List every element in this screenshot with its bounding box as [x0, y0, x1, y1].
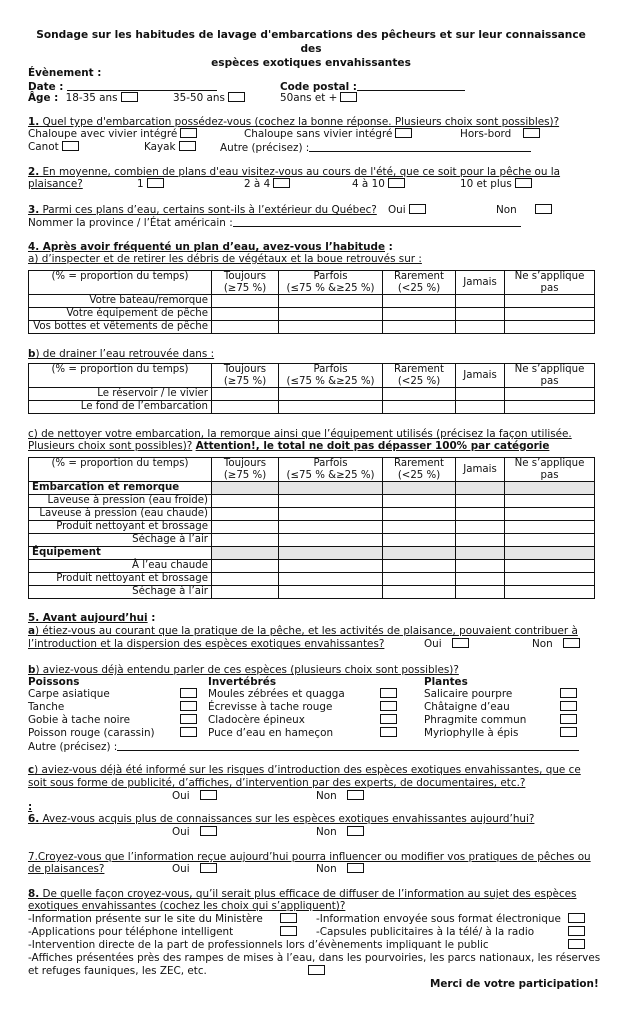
age-checkbox[interactable]	[121, 92, 138, 102]
q8-option-label: -Capsules publicitaires à la télé/ à la radio	[316, 926, 535, 938]
species-label: Puce d’eau en hameçon	[208, 727, 334, 739]
q3-yes-checkbox[interactable]	[409, 204, 426, 214]
answer-cell[interactable]	[383, 521, 456, 534]
age-checkbox[interactable]	[228, 92, 245, 102]
row-label: Votre équipement de pêche	[29, 308, 212, 321]
col-header: Toujours (≥75 %)	[212, 271, 279, 295]
q4c-text: c) de nettoyer votre embarcation, la remorque ainsi que l’équipement utilisés (précisez la façon utilisée.	[28, 428, 572, 440]
species-label: Gobie à tache noire	[28, 714, 130, 726]
q6-question: 6. Avez-vous acquis plus de connaissances sur les espèces exotiques envahissantes aujourd’hui?	[28, 813, 535, 825]
q6-no-checkbox[interactable]	[347, 826, 364, 836]
col-header: Ne s’applique pas	[505, 364, 595, 388]
col-header: Toujours (≥75 %)	[212, 364, 279, 388]
col-header: (% = proportion du temps)	[29, 364, 212, 388]
category-row	[29, 547, 595, 560]
row-label: Produit nettoyant et brossage	[29, 573, 212, 586]
answer-cell[interactable]	[456, 547, 505, 560]
answer-cell[interactable]	[383, 495, 456, 508]
table-row	[29, 573, 595, 586]
answer-cell[interactable]	[456, 495, 505, 508]
q5a-yes-label: Oui	[424, 638, 442, 650]
col-header: Parfois (≤75 % &≥25 %)	[279, 364, 383, 388]
invertebres-heading: Invertébrés	[208, 676, 277, 688]
answer-cell[interactable]	[212, 521, 279, 534]
row-label: Produit nettoyant et brossage	[29, 521, 212, 534]
q6-no-label: Non	[316, 826, 337, 838]
answer-cell[interactable]	[212, 508, 279, 521]
q7-no-checkbox[interactable]	[347, 863, 364, 873]
q8-option-label: -Information envoyée sous format électronique	[316, 913, 561, 925]
answer-cell[interactable]	[456, 308, 505, 321]
answer-cell[interactable]	[505, 482, 595, 495]
q8-option-label: -Applications pour téléphone intelligent	[28, 926, 234, 938]
species-checkbox[interactable]	[380, 688, 397, 698]
answer-cell[interactable]	[383, 388, 456, 401]
row-label: Séchage à l’air	[29, 534, 212, 547]
date-label: Date :	[28, 80, 217, 94]
table-row	[29, 508, 595, 521]
row-label: À l’eau chaude	[29, 560, 212, 573]
q1-checkbox[interactable]	[62, 141, 79, 151]
q8-option-label: -Affiches présentées près des rampes de mises à l’eau, dans les pourvoiries, les parcs nationaux, les réserves	[28, 952, 601, 964]
answer-cell[interactable]	[212, 573, 279, 586]
q1-option-label: Autre (précisez) :	[220, 142, 310, 154]
species-checkbox[interactable]	[180, 688, 197, 698]
answer-cell[interactable]	[456, 508, 505, 521]
answer-cell[interactable]	[279, 586, 383, 599]
q5c-yes-label: Oui	[172, 790, 190, 802]
answer-cell[interactable]	[212, 401, 279, 414]
col-header: (% = proportion du temps)	[29, 271, 212, 295]
q5a-no-label: Non	[532, 638, 553, 650]
q2-option-label: 4 à 10	[352, 178, 385, 190]
row-label: Laveuse à pression (eau chaude)	[29, 508, 212, 521]
answer-cell[interactable]	[212, 534, 279, 547]
q6-yes-checkbox[interactable]	[200, 826, 217, 836]
table-row	[29, 308, 595, 321]
q5b-other-label: Autre (précisez) :	[28, 741, 118, 753]
answer-cell[interactable]	[505, 321, 595, 334]
q2-option-label: 2 à 4	[244, 178, 271, 190]
answer-cell[interactable]	[212, 547, 279, 560]
answer-cell[interactable]	[212, 482, 279, 495]
row-label: Votre bateau/remorque	[29, 295, 212, 308]
q3-no-checkbox[interactable]	[535, 204, 552, 214]
species-label: Poisson rouge (carassin)	[28, 727, 155, 739]
species-checkbox[interactable]	[180, 701, 197, 711]
species-label: Écrevisse à tache rouge	[208, 701, 333, 713]
q1-option-label: Chaloupe avec vivier intégré	[28, 128, 178, 140]
answer-cell[interactable]	[279, 388, 383, 401]
species-checkbox[interactable]	[380, 701, 397, 711]
table-row	[29, 586, 595, 599]
table-row	[29, 495, 595, 508]
col-header: Jamais	[456, 364, 505, 388]
q8-checkbox[interactable]	[568, 913, 585, 923]
q3-question: 3. Parmi ces plans d’eau, certains sont-ils à l’extérieur du Québec?	[28, 204, 377, 216]
answer-cell[interactable]	[505, 547, 595, 560]
table-row	[29, 388, 595, 401]
q8-option-label: -Information présente sur le site du Ministère	[28, 913, 263, 925]
species-checkbox[interactable]	[180, 714, 197, 724]
q8-checkbox[interactable]	[568, 926, 585, 936]
answer-cell[interactable]	[279, 508, 383, 521]
age-option-label: 50ans et +	[280, 92, 338, 104]
q5a-yes-checkbox[interactable]	[452, 638, 469, 648]
thank-you: Merci de votre participation!	[430, 978, 599, 990]
q8-question: 8. De quelle façon croyez-vous, qu’il serait plus efficace de diffuser de l’information au sujet des espèces	[28, 888, 577, 900]
species-checkbox[interactable]	[380, 714, 397, 724]
species-label: Myriophylle à épis	[424, 727, 519, 739]
answer-cell[interactable]	[212, 295, 279, 308]
q4a-table	[28, 270, 595, 334]
q4b-text: b) de drainer l’eau retrouvée dans :	[28, 348, 215, 360]
q2-option-label: 1	[137, 178, 144, 190]
q5c-no-label: Non	[316, 790, 337, 802]
q5a-text: a) étiez-vous au courant que la pratique de la pêche, et les activités de plaisance, pouvaient contribuer à	[28, 625, 578, 637]
col-header: Parfois (≤75 % &≥25 %)	[279, 271, 383, 295]
answer-cell[interactable]	[279, 560, 383, 573]
answer-cell[interactable]	[279, 495, 383, 508]
answer-cell[interactable]	[383, 547, 456, 560]
col-header: Toujours (≥75 %)	[212, 458, 279, 482]
q2-checkbox[interactable]	[273, 178, 290, 188]
category-label: Équipement	[29, 547, 212, 560]
species-label: Salicaire pourpre	[424, 688, 513, 700]
col-header: Rarement (<25 %)	[383, 458, 456, 482]
answer-cell[interactable]	[279, 295, 383, 308]
species-label: Moules zébrées et quagga	[208, 688, 345, 700]
answer-cell[interactable]	[505, 495, 595, 508]
q1-option-label: Canot	[28, 141, 59, 153]
category-row	[29, 482, 595, 495]
table-row	[29, 321, 595, 334]
event-label: Évènement :	[28, 67, 102, 79]
table-row	[29, 521, 595, 534]
species-checkbox[interactable]	[560, 714, 577, 724]
category-label: Embarcation et remorque	[29, 482, 212, 495]
answer-cell[interactable]	[279, 321, 383, 334]
q6-yes-label: Oui	[172, 826, 190, 838]
species-label: Carpe asiatique	[28, 688, 110, 700]
answer-cell[interactable]	[505, 308, 595, 321]
plantes-heading: Plantes	[424, 676, 468, 688]
q2-option-label: 10 et plus	[460, 178, 512, 190]
q4c-table	[28, 457, 595, 599]
age-checkbox[interactable]	[340, 92, 357, 102]
col-header: Ne s’applique pas	[505, 271, 595, 295]
species-checkbox[interactable]	[380, 727, 397, 737]
answer-cell[interactable]	[505, 401, 595, 414]
species-label: Châtaigne d’eau	[424, 701, 510, 713]
q3-province-field[interactable]	[233, 216, 521, 227]
row-label: Le réservoir / le vivier	[29, 388, 212, 401]
answer-cell[interactable]	[456, 295, 505, 308]
col-header: Rarement (<25 %)	[383, 271, 456, 295]
q5-heading: 5. Avant aujourd’hui :	[28, 612, 156, 624]
table-row	[29, 560, 595, 573]
col-header: Jamais	[456, 271, 505, 295]
answer-cell[interactable]	[505, 534, 595, 547]
q8-checkbox[interactable]	[280, 913, 297, 923]
q1-option-label: Hors-bord	[460, 128, 512, 140]
q3-province-label: Nommer la province / l’État américain :	[28, 217, 233, 229]
q7-no-label: Non	[316, 863, 337, 875]
postal-code-label: Code postal :	[280, 80, 465, 94]
row-label: Le fond de l’embarcation	[29, 401, 212, 414]
species-checkbox[interactable]	[560, 688, 577, 698]
answer-cell[interactable]	[456, 388, 505, 401]
q8-checkbox[interactable]	[568, 939, 585, 949]
q1-option-label: Chaloupe sans vivier intégré	[244, 128, 393, 140]
answer-cell[interactable]	[505, 586, 595, 599]
age-row: Âge : 18-35 ans	[28, 92, 138, 105]
species-checkbox[interactable]	[180, 727, 197, 737]
answer-cell[interactable]	[279, 547, 383, 560]
q3-yes-label: Oui	[388, 204, 406, 216]
answer-cell[interactable]	[279, 401, 383, 414]
q1-checkbox[interactable]	[179, 141, 196, 151]
answer-cell[interactable]	[505, 560, 595, 573]
answer-cell[interactable]	[383, 401, 456, 414]
stray-colon: :	[28, 801, 33, 813]
q1-question: 1. Quel type d'embarcation possédez-vous (cochez la bonne réponse. Plusieurs choix sont possibles)?	[28, 116, 560, 128]
q1-option-label: Kayak	[144, 141, 176, 153]
q8-checkbox[interactable]	[280, 926, 297, 936]
q1-checkbox[interactable]	[523, 128, 540, 138]
row-label: Laveuse à pression (eau froide)	[29, 495, 212, 508]
q2-checkbox[interactable]	[388, 178, 405, 188]
answer-cell[interactable]	[383, 560, 456, 573]
answer-cell[interactable]	[505, 295, 595, 308]
species-label: Tanche	[28, 701, 65, 713]
q7-yes-checkbox[interactable]	[200, 863, 217, 873]
col-header: Ne s’applique pas	[505, 458, 595, 482]
species-checkbox[interactable]	[560, 727, 577, 737]
answer-cell[interactable]	[383, 482, 456, 495]
col-header: Rarement (<25 %)	[383, 364, 456, 388]
answer-cell[interactable]	[383, 321, 456, 334]
q4b-table	[28, 363, 595, 414]
answer-cell[interactable]	[383, 534, 456, 547]
age-option-label: 35-50 ans	[173, 92, 225, 104]
species-label: Cladocère épineux	[208, 714, 305, 726]
answer-cell[interactable]	[505, 388, 595, 401]
answer-cell[interactable]	[456, 534, 505, 547]
q7-yes-label: Oui	[172, 863, 190, 875]
q7-question: 7.Croyez-vous que l’information reçue aujourd’hui pourra influencer ou modifier vos pratiques de pêches ou	[28, 851, 591, 863]
answer-cell[interactable]	[383, 308, 456, 321]
answer-cell[interactable]	[279, 482, 383, 495]
answer-cell[interactable]	[456, 573, 505, 586]
col-header: Parfois (≤75 % &≥25 %)	[279, 458, 383, 482]
q1-checkbox[interactable]	[180, 128, 197, 138]
q5b-text: b) aviez-vous déjà entendu parler de ces espèces (plusieurs choix sont possibles)?	[28, 664, 459, 676]
age-option-label: 18-35 ans	[65, 92, 118, 104]
answer-cell[interactable]	[279, 573, 383, 586]
answer-cell[interactable]	[456, 560, 505, 573]
q8-option-label: et refuges fauniques, les ZEC, etc.	[28, 965, 207, 977]
date-field[interactable]	[67, 80, 217, 91]
table-row	[29, 295, 595, 308]
row-label: Vos bottes et vêtements de pêche	[29, 321, 212, 334]
answer-cell[interactable]	[456, 521, 505, 534]
col-header: (% = proportion du temps)	[29, 458, 212, 482]
q8-option-label: -Intervention directe de la part de professionnels lors d’évènements impliquant le public	[28, 939, 489, 951]
answer-cell[interactable]	[383, 508, 456, 521]
answer-cell[interactable]	[505, 573, 595, 586]
q4a-text: a) d’inspecter et de retirer les débris de végétaux et la boue retrouvés sur :	[28, 253, 422, 265]
answer-cell[interactable]	[212, 308, 279, 321]
answer-cell[interactable]	[505, 521, 595, 534]
q5c-no-checkbox[interactable]	[347, 790, 364, 800]
answer-cell[interactable]	[279, 534, 383, 547]
answer-cell[interactable]	[383, 295, 456, 308]
q4-heading: 4. Après avoir fréquenté un plan d’eau, avez-vous l’habitude :	[28, 241, 393, 253]
q8-checkbox[interactable]	[308, 965, 325, 975]
q2-checkbox[interactable]	[147, 178, 164, 188]
table-row	[29, 534, 595, 547]
q3-no-label: Non	[496, 204, 517, 216]
answer-cell[interactable]	[212, 586, 279, 599]
survey-title: Sondage sur les habitudes de lavage d'embarcations des pêcheurs et sur leur connaissance des espèces exotiques envahissantes	[36, 29, 586, 69]
q5c-text: c) aviez-vous déjà été informé sur les risques d’introduction des espèces exotiques envahissantes, que ce	[28, 764, 581, 776]
q5c-yes-checkbox[interactable]	[200, 790, 217, 800]
answer-cell[interactable]	[279, 308, 383, 321]
q2-question: 2. En moyenne, combien de plans d'eau visitez-vous au cours de l'été, que ce soit pour la pêche ou la	[28, 166, 561, 178]
q5b-other-field[interactable]	[117, 740, 579, 751]
table-row	[29, 401, 595, 414]
q1-checkbox[interactable]	[395, 128, 412, 138]
attention-note: Attention!, le total ne doit pas dépasser 100% par catégorie	[195, 440, 550, 452]
poissons-heading: Poissons	[28, 676, 80, 688]
answer-cell[interactable]	[456, 401, 505, 414]
answer-cell[interactable]	[212, 495, 279, 508]
row-label: Séchage à l’air	[29, 586, 212, 599]
col-header: Jamais	[456, 458, 505, 482]
answer-cell[interactable]	[383, 586, 456, 599]
species-checkbox[interactable]	[560, 701, 577, 711]
answer-cell[interactable]	[505, 508, 595, 521]
q5a-no-checkbox[interactable]	[563, 638, 580, 648]
species-label: Phragmite commun	[424, 714, 527, 726]
answer-cell[interactable]	[212, 388, 279, 401]
answer-cell[interactable]	[212, 560, 279, 573]
answer-cell[interactable]	[383, 573, 456, 586]
answer-cell[interactable]	[456, 321, 505, 334]
answer-cell[interactable]	[212, 321, 279, 334]
answer-cell[interactable]	[279, 521, 383, 534]
answer-cell[interactable]	[456, 586, 505, 599]
q1-other-field[interactable]	[309, 141, 531, 152]
q2-checkbox[interactable]	[515, 178, 532, 188]
postal-code-field[interactable]	[357, 80, 465, 91]
answer-cell[interactable]	[456, 482, 505, 495]
